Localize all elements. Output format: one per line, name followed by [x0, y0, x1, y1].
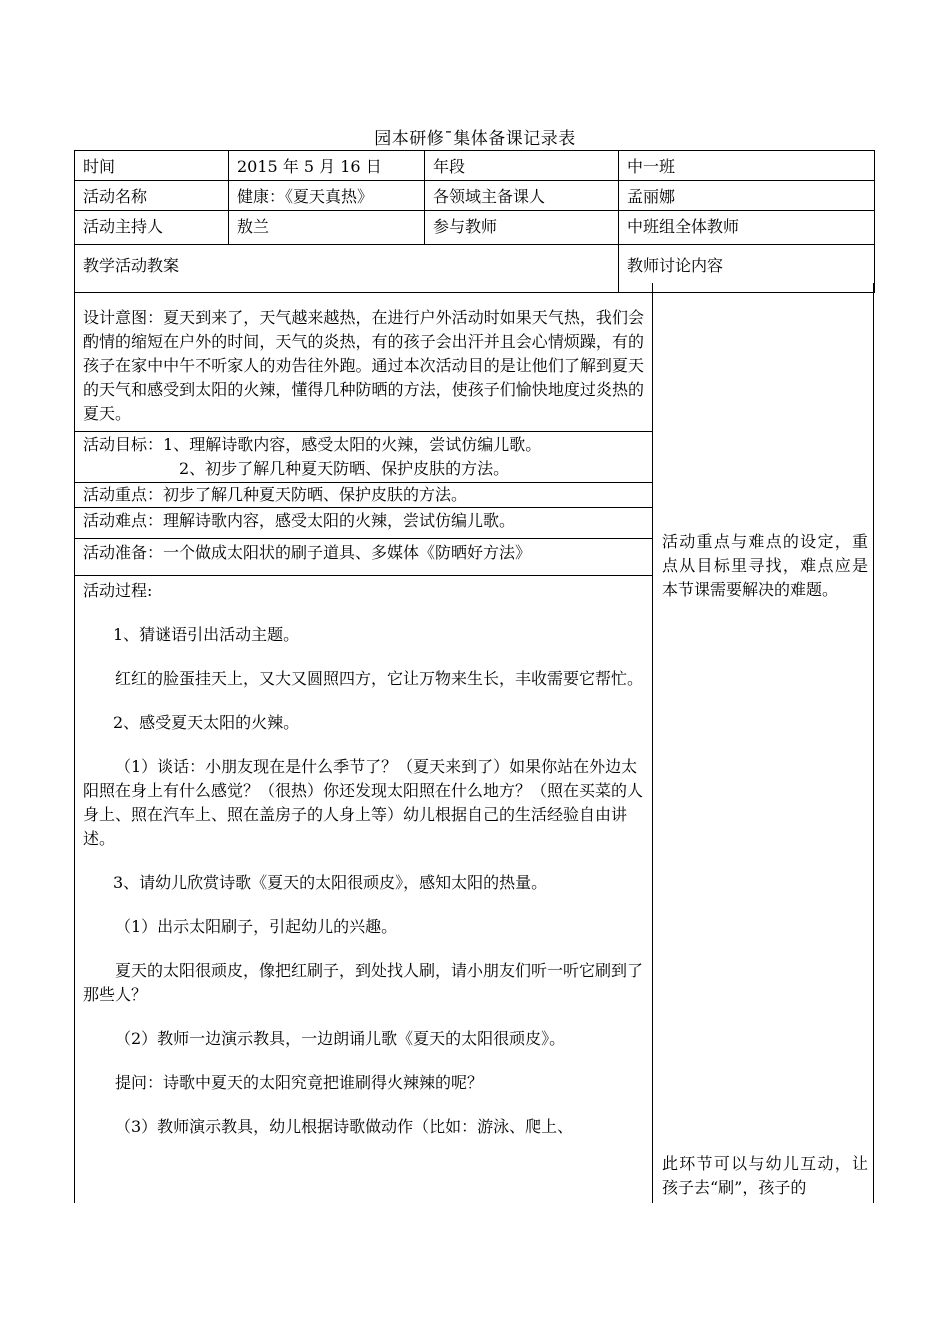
plan-label: 教学活动教案	[75, 245, 619, 293]
time-value: 2015 年 5 月 16 日	[229, 151, 425, 181]
process-question: 提问：诗歌中夏天的太阳究竟把谁刷得火辣辣的呢？	[115, 1073, 484, 1092]
process-recite: （2）教师一边演示教具，一边朗诵儿歌《夏天的太阳很顽皮》。	[115, 1029, 566, 1048]
process-step-2: 2、感受夏天太阳的火辣。	[113, 713, 300, 732]
goals-section	[74, 433, 652, 481]
lead-teacher-label: 各领域主备课人	[425, 181, 619, 211]
preparation-text: 活动准备：一个做成太阳状的刷子道具、多媒体《防晒好方法》	[83, 543, 532, 562]
discussion-label: 教师讨论内容	[619, 245, 875, 293]
participants-label: 参与教师	[425, 211, 619, 245]
host-label: 活动主持人	[75, 211, 229, 245]
host-value: 敖兰	[229, 211, 425, 245]
goal-1: 1、理解诗歌内容，感受太阳的火辣，尝试仿编儿歌。	[163, 435, 542, 454]
difficulty-text: 活动难点：理解诗歌内容，感受太阳的火辣，尝试仿编儿歌。	[83, 511, 516, 530]
page-title: 园本研修¯集体备课记录表	[374, 129, 576, 149]
process-demo: （3）教师演示教具，幼儿根据诗歌做动作（比如：游泳、爬上、	[115, 1117, 574, 1136]
design-intent-section	[74, 306, 652, 426]
process-talk: （1）谈话：小朋友现在是什么季节了？（夏天来到了）如果你站在外边太阳照在身上有什么感觉？（很热）你还发现太阳照在什么地方？（照在买菜的人身上、照在汽车上、照在盖房子的人身上等）幼儿根据自己的生活经验自由讲述。	[83, 757, 644, 848]
note-key-difficulty: 活动重点与难点的设定，重点从目标里寻找，难点应是本节课需要解决的难题。	[662, 532, 868, 599]
design-intent-text: 设计意图：夏天到来了，天气越来越热，在进行户外活动时如果天气热，我们会酌情的缩短在户外的时间，天气的炎热，有的孩子会出汗并且会心情烦躁，有的孩子在家中中午不听家人的劝告往外跑。通过本次活动目的是让他们了解到夏天的天气和感受到太阳的火辣，懂得几种防晒的方法，使孩子们愉快地度过炎热的夏天。	[83, 308, 644, 423]
goal-2: 2、初步了解几种夏天防晒、保护皮肤的方法。	[179, 459, 510, 478]
process-show-brush: （1）出示太阳刷子，引起幼儿的兴趣。	[115, 917, 398, 936]
participants-value: 中班组全体教师	[619, 211, 875, 245]
info-table	[74, 150, 875, 293]
time-label: 时间	[75, 151, 229, 181]
process-label: 活动过程:	[83, 581, 153, 600]
grade-label: 年段	[425, 151, 619, 181]
lead-teacher-value: 孟丽娜	[619, 181, 875, 211]
note-interaction: 此环节可以与幼儿互动，让孩子去“刷”，孩子的	[662, 1154, 868, 1197]
key-point-text: 活动重点：初步了解几种夏天防晒、保护皮肤的方法。	[83, 485, 468, 504]
activity-name-label: 活动名称	[75, 181, 229, 211]
process-step-1: 1、猜谜语引出活动主题。	[113, 625, 300, 644]
process-riddle: 红红的脸蛋挂天上，又大又圆照四方，它让万物来生长，丰收需要它帮忙。	[115, 669, 644, 688]
activity-name-value: 健康：《夏天真热》	[229, 181, 425, 211]
process-section	[74, 579, 652, 1159]
column-divider	[652, 283, 653, 1203]
process-brush-story: 夏天的太阳很顽皮，像把红刷子，到处找人刷，请小朋友们听一听它刷到了那些人？	[83, 961, 644, 1004]
process-step-3: 3、请幼儿欣赏诗歌《夏天的太阳很顽皮》，感知太阳的热量。	[113, 873, 548, 892]
grade-value: 中一班	[619, 151, 875, 181]
goals-label: 活动目标：	[83, 435, 164, 454]
